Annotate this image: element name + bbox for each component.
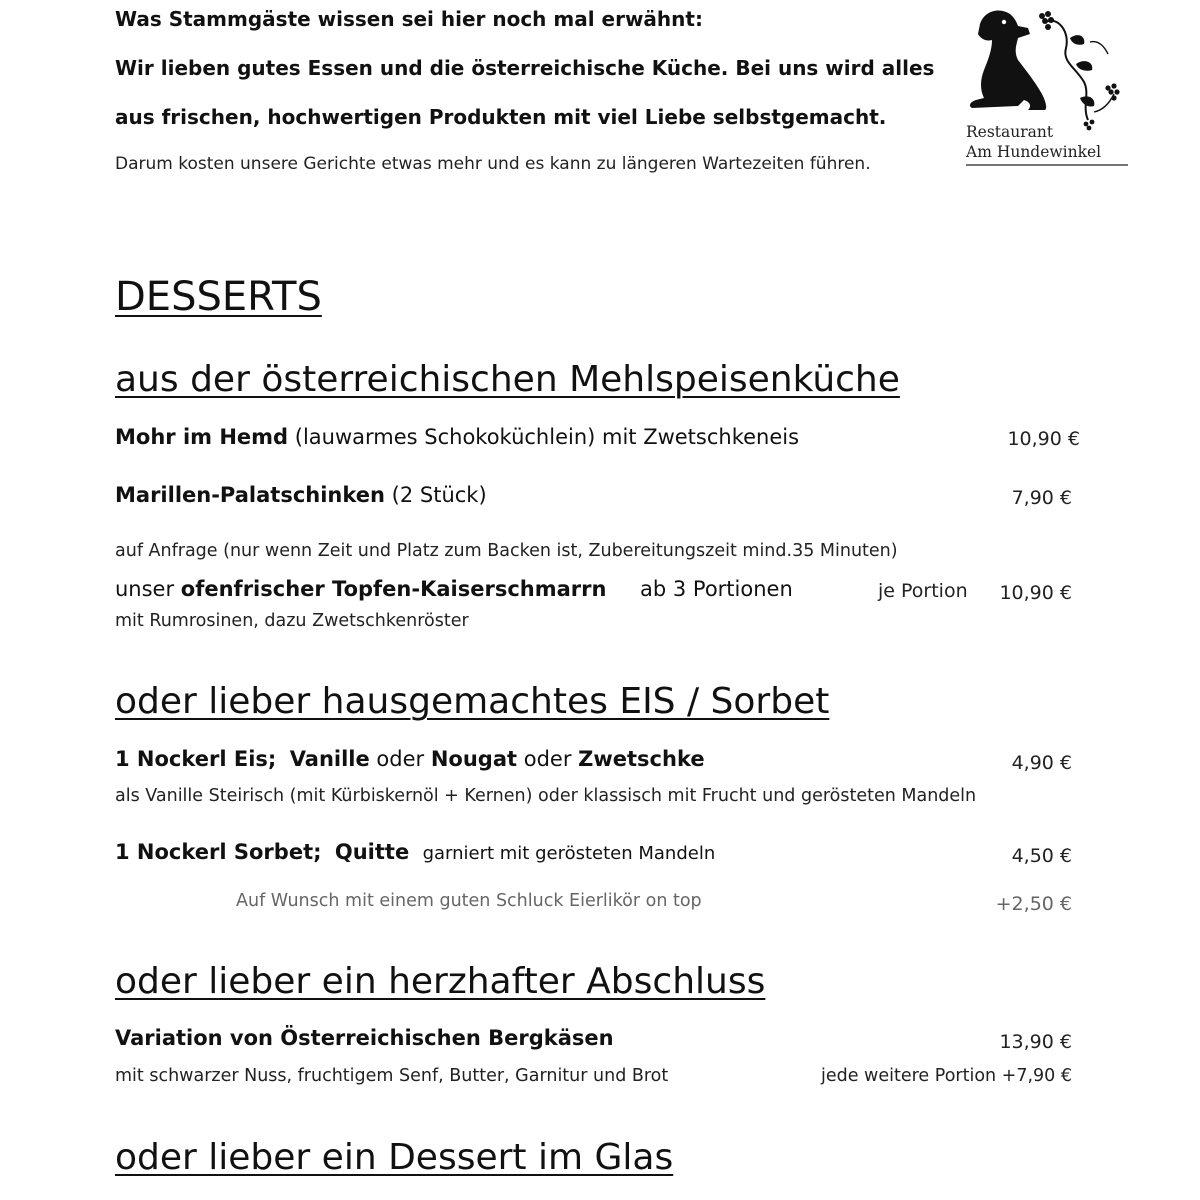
price-nockerl-eis: 4,90 € xyxy=(1011,752,1072,774)
flavor-quitte: Quitte xyxy=(334,840,410,864)
item-name: 1 Nockerl Sorbet; xyxy=(115,840,322,864)
nockerl-eis-desc: als Vanille Steirisch (mit Kürbiskernöl + Kernen) oder klassisch mit Frucht und gerösteten Mandeln xyxy=(115,786,977,806)
flavor-nougat: Nougat xyxy=(430,747,518,771)
intro-line-4: Darum kosten unsere Gerichte etwas mehr und es kann zu längeren Wartezeiten führen. xyxy=(115,154,871,174)
logo-name-line-1: Restaurant xyxy=(966,123,1054,141)
price-sorbet-extra: +2,50 € xyxy=(995,893,1072,915)
item-name: Variation von Österreichischen Bergkäsen xyxy=(115,1026,614,1050)
intro-line-3: aus frischen, hochwertigen Produkten mit viel Liebe selbstgemacht. xyxy=(115,105,887,129)
item-detail: garniert mit gerösteten Mandeln xyxy=(422,843,716,864)
menu-item-mohr-im-hemd xyxy=(115,425,799,449)
kaiserschmarrn-portions: ab 3 Portionen xyxy=(640,577,793,601)
sorbet-extra-option: Auf Wunsch mit einem guten Schluck Eierlikör on top xyxy=(236,891,702,911)
logo-name-line-2: Am Hundewinkel xyxy=(966,143,1102,161)
item-name: Mohr im Hemd xyxy=(115,425,289,449)
menu-item-kaiserschmarrn xyxy=(115,577,606,601)
kaiserschmarrn-desc: mit Rumrosinen, dazu Zwetschkenröster xyxy=(115,611,469,631)
or-text: oder xyxy=(517,747,579,771)
intro-line-2: Wir lieben gutes Essen und die österreichische Küche. Bei uns wird alles xyxy=(115,56,935,80)
price-kaiserschmarrn: 10,90 € xyxy=(999,582,1072,604)
menu-item-nockerl-eis xyxy=(115,747,705,771)
menu-item-marillen-palatschinken xyxy=(115,483,487,507)
menu-item-bergkaese xyxy=(115,1026,614,1050)
item-detail: (2 Stück) xyxy=(384,483,487,507)
item-name: ofenfrischer Topfen-Kaiserschmarrn xyxy=(180,577,607,601)
bergkaese-desc: mit schwarzer Nuss, fruchtigem Senf, Butter, Garnitur und Brot xyxy=(115,1066,669,1086)
intro-line-1: Was Stammgäste wissen sei hier noch mal erwähnt: xyxy=(115,7,703,31)
item-name: Marillen-Palatschinken xyxy=(115,483,385,507)
price-bergkaese: 13,90 € xyxy=(999,1031,1072,1053)
section-heading-kaese: oder lieber ein herzhafter Abschluss xyxy=(115,961,766,1002)
section-heading-mehlspeisen: aus der österreichischen Mehlspeisenküche xyxy=(115,359,900,400)
section-heading-glas: oder lieber ein Dessert im Glas xyxy=(115,1137,674,1178)
price-marillen-palatschinken: 7,90 € xyxy=(1011,487,1072,509)
kaiserschmarrn-per-portion: je Portion xyxy=(878,580,968,602)
kaiserschmarrn-note: auf Anfrage (nur wenn Zeit und Platz zum Backen ist, Zubereitungszeit mind.35 Minuten) xyxy=(115,541,898,561)
page-title: DESSERTS xyxy=(115,274,322,320)
bergkaese-extra-portion: jede weitere Portion +7,90 € xyxy=(820,1066,1072,1086)
item-prefix: unser xyxy=(115,577,181,601)
item-detail: (lauwarmes Schokoküchlein) mit Zwetschkeneis xyxy=(288,425,800,449)
price-mohr-im-hemd: 10,90 € xyxy=(1007,428,1080,450)
dog-with-grapevine-icon xyxy=(958,2,1138,170)
price-nockerl-sorbet: 4,50 € xyxy=(1011,845,1072,867)
flavor-zwetschke: Zwetschke xyxy=(578,747,705,771)
or-text: oder xyxy=(369,747,431,771)
flavor-vanille: Vanille xyxy=(289,747,370,771)
item-name: 1 Nockerl Eis; xyxy=(115,747,277,771)
menu-item-nockerl-sorbet xyxy=(115,840,715,864)
section-heading-eis: oder lieber hausgemachtes EIS / Sorbet xyxy=(115,681,830,722)
